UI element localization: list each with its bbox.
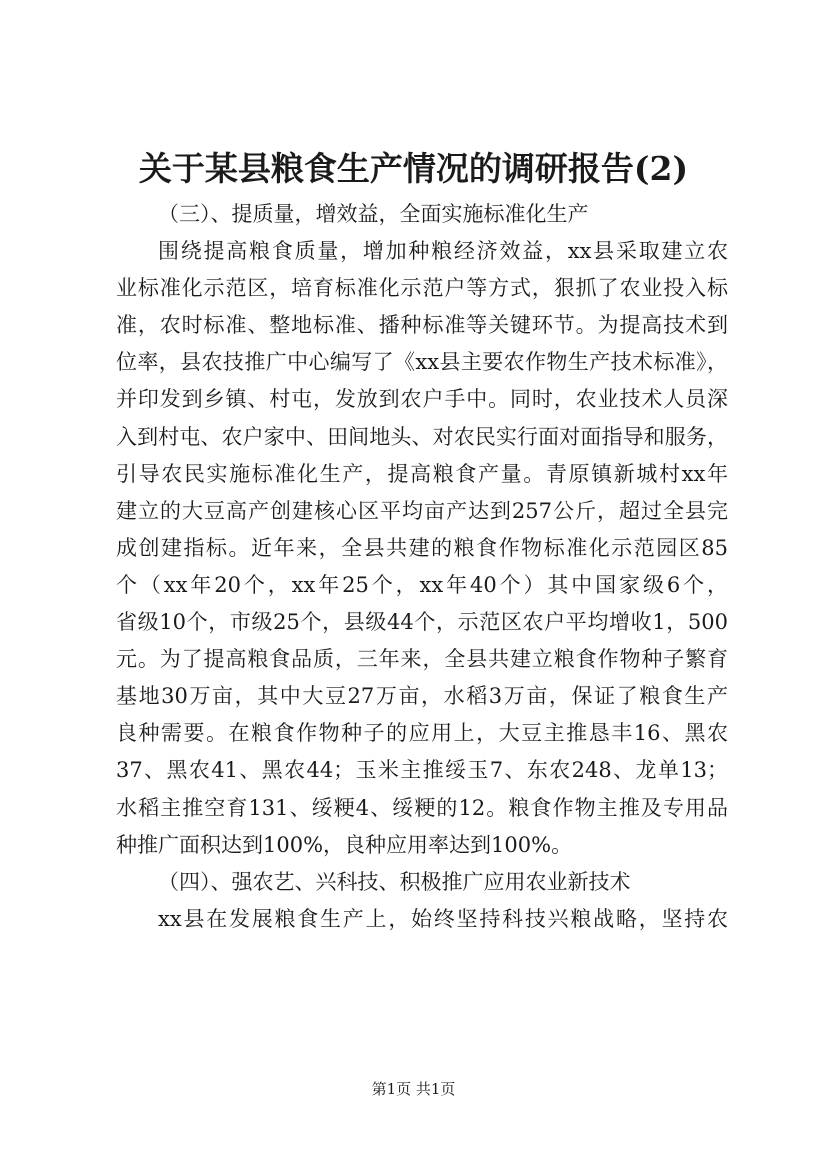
paragraph-line: 省级10个，市级25个，县级44个，示范区农户平均增收1，500: [116, 610, 728, 635]
paragraph-line: 位率，县农技推广中心编写了《xx县主要农作物生产技术标准》，: [116, 350, 728, 375]
paragraph-line: 围绕提高粮食质量，增加种粮经济效益，xx县采取建立农: [158, 239, 728, 264]
section-heading: （四）、强农艺、兴科技、积极推广应用农业新技术: [158, 869, 631, 894]
paragraph-line: 良种需要。在粮食作物种子的应用上，大豆主推恳丰16、黑农: [116, 721, 728, 746]
paragraph-line: 入到村屯、农户家中、田间地头、对农民实行面对面指导和服务，: [116, 424, 728, 449]
document-title: 关于某县粮食生产情况的调研报告(2): [138, 149, 689, 188]
paragraph-line: xx县在发展粮食生产上，始终坚持科技兴粮战略，坚持农: [158, 906, 728, 931]
paragraph-line: 成创建指标。近年来，全县共建的粮食作物标准化示范园区85: [116, 535, 728, 560]
paragraph-line: 准，农时标准、整地标准、播种标准等关键环节。为提高技术到: [116, 313, 728, 338]
section-heading: （三）、提质量，增效益，全面实施标准化生产: [158, 202, 589, 226]
document-body: [116, 196, 728, 938]
page-footer: 第1页 共1页: [371, 1080, 456, 1098]
paragraph-line: 种推广面积达到100%，良种应用率达到100%。: [116, 832, 573, 857]
paragraph-line: 37、黑农41、黑农44；玉米主推绥玉7、东农248、龙单13；: [116, 758, 728, 783]
paragraph-line: 建立的大豆高产创建核心区平均亩产达到257公斤，超过全县完: [116, 498, 728, 523]
paragraph-line: 并印发到乡镇、村屯，发放到农户手中。同时，农业技术人员深: [116, 387, 728, 412]
paragraph-line: 引导农民实施标准化生产，提高粮食产量。青原镇新城村xx年: [116, 461, 728, 486]
paragraph-line: 元。为了提高粮食品质，三年来，全县共建立粮食作物种子繁育: [116, 647, 728, 672]
paragraph-line: 基地30万亩，其中大豆27万亩，水稻3万亩，保证了粮食生产: [116, 684, 728, 709]
paragraph-line: 水稻主推空育131、绥粳4、绥粳的12。粮食作物主推及专用品: [116, 795, 728, 820]
paragraph-line: 个（xx年20个，xx年25个，xx年40个）其中国家级6个，: [116, 572, 728, 597]
paragraph-line: 业标准化示范区，培育标准化示范户等方式，狠抓了农业投入标: [116, 276, 728, 301]
